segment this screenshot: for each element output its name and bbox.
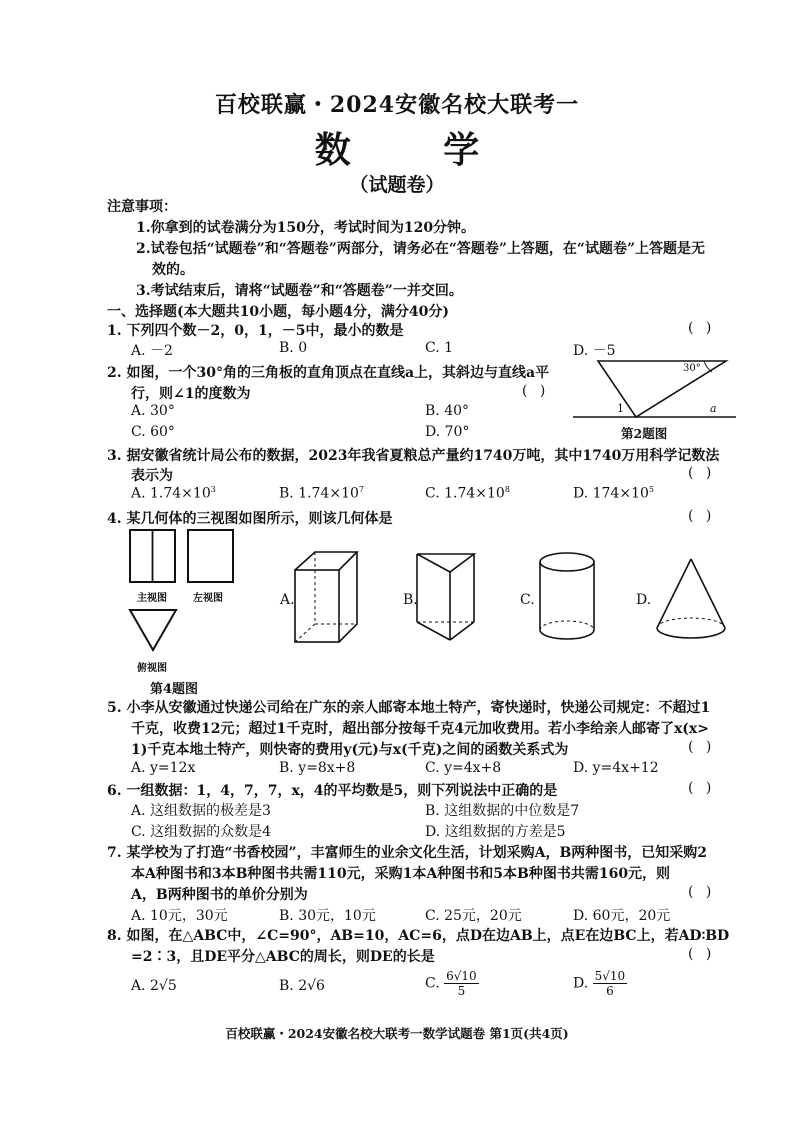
q8-option-d-numerator: 5√10 bbox=[594, 969, 626, 983]
q2-option-d: D. 70° bbox=[425, 424, 470, 440]
q8-answer-paren: ( ) bbox=[688, 946, 716, 962]
note-2: 2.试卷包括“试题卷”和“答题卷”两部分，请务必在“答题卷”上答题，在“试题卷”上答题是无 bbox=[136, 241, 706, 257]
q7-stem-line2: 本A种图书和3本B种图书共需110元，采购1本A种图书和5本B种图书共需160元，则 bbox=[131, 866, 671, 882]
notes-heading: 注意事项： bbox=[107, 199, 177, 215]
q2-fig-angle-label: 30° bbox=[683, 363, 701, 374]
q2-option-b: B. 40° bbox=[425, 403, 470, 419]
q5-option-a: A. y=12x bbox=[131, 760, 196, 776]
q4-answer-paren: ( ) bbox=[688, 508, 716, 524]
q8-stem-line2: =2∶3，且DE平分△ABC的周长，则DE的长是 bbox=[131, 949, 435, 965]
q8-option-c-label: C. bbox=[425, 975, 440, 992]
q4-option-b-prism bbox=[414, 550, 480, 644]
q1-option-d: D. －5 bbox=[573, 343, 616, 359]
q6-option-b: B. 这组数据的中位数是7 bbox=[425, 803, 580, 819]
q3-option-c bbox=[425, 485, 510, 502]
q8-option-c-fraction bbox=[444, 970, 479, 997]
q4-left-view-label: 左视图 bbox=[193, 593, 223, 604]
q3-option-a bbox=[131, 485, 216, 502]
q4-option-c-cylinder bbox=[536, 550, 598, 644]
q2-fig-line-label: a bbox=[710, 402, 717, 415]
q8-option-d bbox=[573, 970, 627, 997]
q7-stem-line1: 7. 某学校为了打造“书香校园”，丰富师生的业余文化生活，计划采购A，B两种图书，已知采购2 bbox=[107, 845, 708, 861]
paper-type: （试题卷） bbox=[349, 174, 445, 196]
section-heading: 一、选择题(本大题共10小题，每小题4分，满分40分) bbox=[107, 304, 449, 320]
q1-option-c: C. 1 bbox=[425, 340, 454, 356]
q7-option-a: A. 10元，30元 bbox=[131, 908, 228, 924]
q3-option-a-exp: 3 bbox=[210, 485, 216, 494]
q4-top-view-label: 俯视图 bbox=[137, 663, 167, 674]
q2-stem-line2: 行，则∠1的度数为 bbox=[131, 386, 251, 402]
note-2-cont: 效的。 bbox=[152, 262, 194, 278]
q8-option-b: B. 2√6 bbox=[279, 978, 325, 994]
q7-option-d: D. 60元，20元 bbox=[573, 908, 671, 924]
q8-option-c-numerator: 6√10 bbox=[446, 969, 477, 983]
q6-answer-paren: ( ) bbox=[688, 780, 716, 796]
q3-option-b bbox=[279, 485, 364, 502]
q2-fig-angle1-label: 1 bbox=[617, 402, 624, 415]
q4-option-c: C. bbox=[520, 592, 535, 608]
q5-stem-line3: 1)千克本地土特产，则快寄的费用y(元)与x(千克)之间的函数关系式为 bbox=[131, 742, 569, 758]
q7-option-b: B. 30元，10元 bbox=[279, 908, 376, 924]
q8-option-c bbox=[425, 970, 479, 997]
q7-option-c: C. 25元，20元 bbox=[425, 908, 522, 924]
q5-option-c: C. y=4x+8 bbox=[425, 760, 502, 776]
q3-option-d-exp: 5 bbox=[648, 485, 654, 494]
q4-option-d: D. bbox=[636, 592, 652, 608]
q3-answer-paren: ( ) bbox=[688, 465, 716, 481]
subject-title: 数 学 bbox=[314, 129, 520, 171]
q1-stem: 1. 下列四个数－2，0，1，－5中，最小的数是 bbox=[107, 323, 404, 339]
q1-option-b: B. 0 bbox=[279, 340, 308, 356]
q4-front-view-label: 主视图 bbox=[137, 593, 167, 604]
q4-option-d-cone bbox=[654, 556, 728, 644]
q3-option-b-exp: 7 bbox=[358, 485, 364, 494]
q4-option-b: B. bbox=[403, 592, 418, 608]
q1-option-a: A. －2 bbox=[131, 343, 173, 359]
q3-stem-line1: 3. 据安徽省统计局公布的数据，2023年我省夏粮总产量约1740万吨，其中1740万用科学记数法 bbox=[107, 448, 720, 464]
q8-stem-line1: 8. 如图，在△ABC中，∠C=90°，AB=10，AC=6，点D在边AB上，点E在边BC上，若AD∶BD bbox=[107, 928, 730, 944]
q5-stem-line1: 5. 小李从安徽通过快递公司给在广东的亲人邮寄本地土特产，寄快递时，快递公司规定：不超过1 bbox=[107, 700, 711, 716]
q3-stem-line2: 表示为 bbox=[131, 468, 173, 484]
q4-stem: 4. 某几何体的三视图如图所示，则该几何体是 bbox=[107, 511, 393, 527]
q7-stem-line3: A，B两种图书的单价分别为 bbox=[131, 887, 308, 903]
q5-option-d: D. y=4x+12 bbox=[573, 760, 659, 776]
q3-option-c-exp: 8 bbox=[504, 485, 510, 494]
q8-option-a: A. 2√5 bbox=[131, 978, 177, 994]
q5-stem-line2: 千克，收费12元；超过1千克时，超出部分按每千克4元加收费用。若小李给亲人邮寄了x(x> bbox=[131, 721, 710, 737]
q8-option-d-label: D. bbox=[573, 975, 589, 992]
q6-option-c: C. 这组数据的众数是4 bbox=[131, 824, 272, 840]
q3-option-b-text: B. 1.74×10 bbox=[279, 485, 359, 502]
q4-option-a-cuboid bbox=[292, 548, 362, 646]
q4-fig-caption: 第4题图 bbox=[150, 682, 199, 697]
page-footer: 百校联赢・2024安徽名校大联考一数学试题卷 第1页(共4页) bbox=[225, 1026, 569, 1041]
q5-answer-paren: ( ) bbox=[688, 739, 716, 755]
q1-answer-paren: ( ) bbox=[688, 320, 716, 336]
q3-option-d-text: D. 174×10 bbox=[573, 485, 649, 502]
q2-option-a: A. 30° bbox=[131, 403, 175, 419]
q3-option-a-text: A. 1.74×10 bbox=[131, 485, 211, 502]
q5-option-b: B. y=8x+8 bbox=[279, 760, 356, 776]
q2-answer-paren: ( ) bbox=[522, 383, 550, 399]
q6-option-a: A. 这组数据的极差是3 bbox=[131, 803, 271, 819]
q2-fig-caption: 第2题图 bbox=[621, 426, 668, 441]
q8-option-c-denominator: 5 bbox=[457, 984, 466, 998]
q3-option-c-text: C. 1.74×10 bbox=[425, 485, 505, 502]
q6-option-d: D. 这组数据的方差是5 bbox=[425, 824, 566, 840]
q7-answer-paren: ( ) bbox=[688, 884, 716, 900]
q3-option-d bbox=[573, 485, 654, 502]
q2-option-c: C. 60° bbox=[131, 424, 175, 440]
exam-title: 百校联赢・2024安徽名校大联考一 bbox=[214, 92, 580, 118]
note-3: 3.考试结束后，请将“试题卷”和“答题卷”一并交回。 bbox=[136, 283, 463, 299]
q2-stem-line1: 2. 如图，一个30°角的三角板的直角顶点在直线a上，其斜边与直线a平 bbox=[107, 365, 550, 381]
note-1: 1.你拿到的试卷满分为150分，考试时间为120分钟。 bbox=[136, 220, 476, 236]
q8-option-d-fraction bbox=[593, 970, 628, 997]
q8-option-d-denominator: 6 bbox=[606, 984, 614, 998]
q6-stem: 6. 一组数据：1，4，7，7，x，4的平均数是5，则下列说法中正确的是 bbox=[107, 783, 558, 799]
q4-option-a: A. bbox=[280, 592, 295, 608]
